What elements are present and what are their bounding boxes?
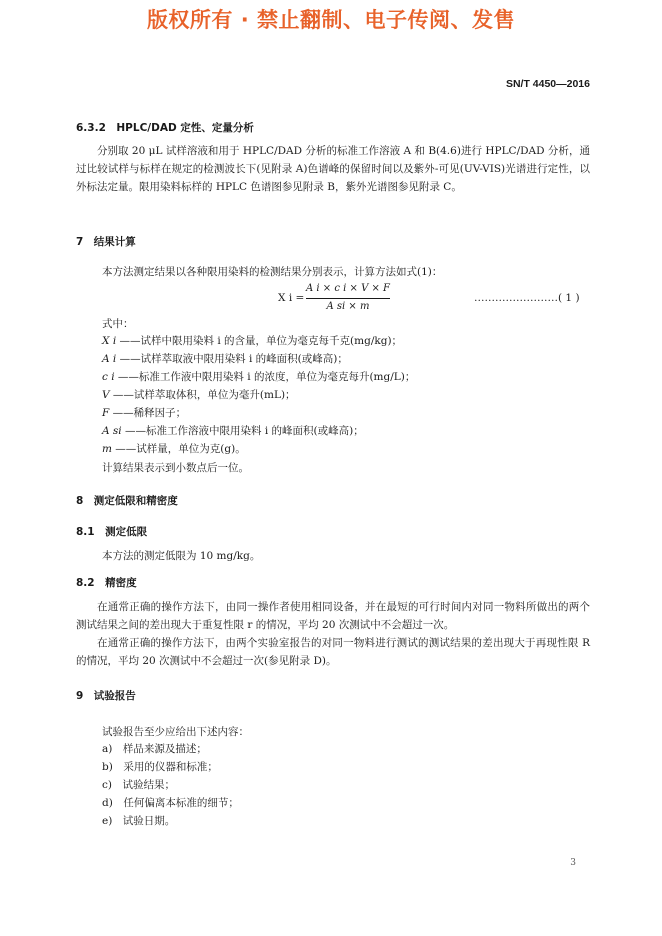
formula-lhs: X i = [278,292,305,304]
heading-9: 9 试验报告 [76,690,136,702]
report-item: c) 试验结果； [102,779,175,791]
heading-7: 7 结果计算 [76,236,136,248]
definition-symbol: A i [102,353,117,365]
standard-number: SN/T 4450—2016 [505,78,590,90]
definition-item [102,387,296,402]
formula-denominator: A si × m [326,301,370,312]
result-note: 计算结果表示到小数点后一位。 [102,462,249,474]
detection-limit-text: 本方法的测定低限为 10 mg/kg。 [102,550,261,562]
definition-text: ——稀释因子； [109,407,187,419]
heading-8: 8 测定低限和精密度 [76,495,178,507]
watermark-banner: 版权所有 · 禁止翻制、电子传阅、发售 [146,8,516,32]
definition-item [102,423,364,438]
reproducibility-paragraph: 在通常正确的操作方法下，由两个实验室报告的对同一物料进行测试的测试结果的差出现大于再现性限 R 的情况，平均 20 次测试中不会超过一次(参见附录 D)。 [76,637,590,667]
definition-text: ——标准工作溶液中限用染料 i 的峰面积(或峰高)； [121,425,364,437]
heading-8-1: 8.1 测定低限 [76,526,148,538]
definition-text: ——试样量，单位为克(g)。 [111,443,246,455]
heading-8-2: 8.2 精密度 [76,577,137,589]
definition-symbol: F [102,407,110,419]
report-item: d) 任何偏离本标准的细节； [102,797,239,809]
report-item: e) 试验日期。 [102,815,176,827]
report-item: b) 采用的仪器和标准； [102,761,218,773]
formula-fraction [306,283,390,312]
paragraph-6-3-2: 分别取 20 μL 试样溶液和用于 HPLC/DAD 分析的标准工作溶液 A 和 B(4.6)进行 HPLC/DAD 分析，通过比较试样与标样在规定的检测波长下(见附录 A)色谱峰的保留时间以及紫外-可见(UV-VIS)光谱进行定性，以外标法定量。限用染料标样的 HPLC 色谱图参见附录 B，紫外光谱图参见附录 C。 [76,145,590,193]
definition-symbol: X i [102,335,117,347]
page-number: 3 [570,858,576,868]
definition-text: ——试样中限用染料 i 的含量，单位为毫克每千克(mg/kg)； [116,335,403,347]
fraction-bar [306,298,390,299]
formula-reference: ……………………( 1 ) [474,292,580,304]
definition-text: ——标准工作液中限用染料 i 的浓度，单位为毫克每升(mg/L)； [114,371,416,383]
definition-item [102,405,186,420]
report-item: a) 样品来源及描述； [102,743,207,755]
report-intro: 试验报告至少应给出下述内容： [102,726,249,738]
definition-text: ——试样萃取液中限用染料 i 的峰面积(或峰高)； [116,353,348,365]
formula-numerator: A i × c i × V × F [306,283,390,294]
formula-intro: 本方法测定结果以各种限用染料的检测结果分别表示，计算方法如式(1)： [102,266,443,278]
repeatability-paragraph: 在通常正确的操作方法下，由同一操作者使用相同设备，并在最短的可行时间内对同一物料所做出的两个测试结果之间的差出现大于重复性限 r 的情况，平均 20 次测试中不会超过一次。 [76,601,590,631]
definition-text: ——试样萃取体积，单位为毫升(mL)； [109,389,296,401]
definition-item [102,441,246,456]
definition-item [102,369,415,384]
definition-symbol: c i [102,371,115,383]
definition-item [102,333,402,348]
definition-symbol: A si [102,425,122,437]
definition-symbol: V [102,389,110,401]
where-label: 式中： [102,318,134,330]
definition-symbol: m [102,443,112,455]
heading-6-3-2: 6.3.2 HPLC/DAD 定性、定量分析 [76,122,254,134]
definition-item [102,351,348,366]
